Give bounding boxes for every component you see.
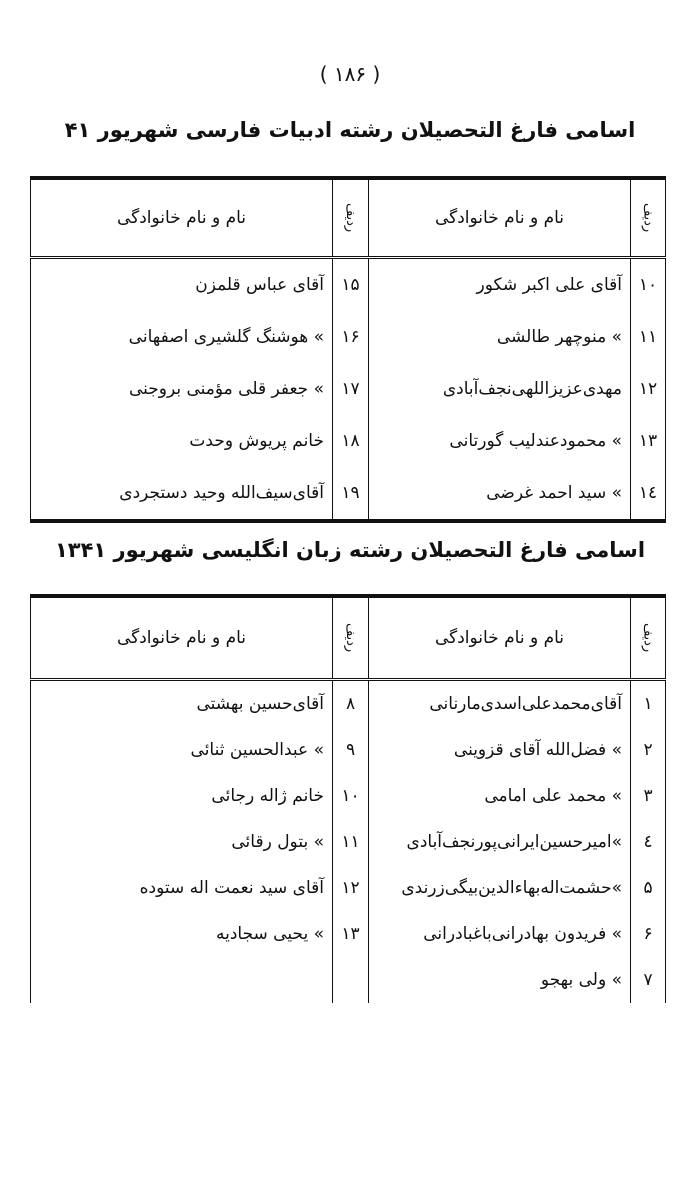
header-name: نام و نام خانوادگی	[368, 598, 630, 678]
row-name: » محمد علی امامی	[368, 773, 630, 819]
row-name: » فریدون بهادرانی‌باغبادرانی	[368, 911, 630, 957]
row-name: آقای‌سیف‌الله وحید دستجردی	[30, 467, 332, 519]
row-name: » منوچهر طالشی	[368, 311, 630, 363]
row-name: مهدی‌عزیزاللهی‌نجف‌آبادی	[368, 363, 630, 415]
row-index: ۱۳	[630, 415, 666, 467]
row-index: ۱٤	[630, 467, 666, 519]
row-index: ۱۰	[630, 259, 666, 311]
table-row	[30, 259, 666, 311]
table-row	[30, 681, 666, 727]
section-title: اسامی فارغ التحصیلان رشته زبان انگلیسی شهریور ۱۳۴۱	[54, 538, 646, 562]
row-index: ۱۸	[332, 415, 368, 467]
row-index: ۹	[332, 727, 368, 773]
header-index: ردیف	[332, 598, 368, 678]
header-name: نام و نام خانوادگی	[368, 180, 630, 256]
row-index: ۵	[630, 865, 666, 911]
row-name: » هوشنگ گلشیری اصفهانی	[30, 311, 332, 363]
row-name: آقای‌محمدعلی‌اسدی‌مارنانی	[368, 681, 630, 727]
row-name: »حشمت‌اله‌بهاءالدین‌بیگی‌زرندی	[368, 865, 630, 911]
row-index: ۱۶	[332, 311, 368, 363]
graduates-table	[30, 594, 666, 1003]
row-name: خانم پریوش وحدت	[30, 415, 332, 467]
row-name: » فضل‌الله آقای قزوینی	[368, 727, 630, 773]
row-name: » سید احمد غرضی	[368, 467, 630, 519]
row-index: ۶	[630, 911, 666, 957]
table-row	[30, 363, 666, 415]
row-index: ۲	[630, 727, 666, 773]
row-name: آقای علی اکبر شکور	[368, 259, 630, 311]
row-name: خانم ژاله رجائی	[30, 773, 332, 819]
header-index: ردیف	[630, 598, 666, 678]
row-index: ۸	[332, 681, 368, 727]
row-name: » بتول رقائی	[30, 819, 332, 865]
header-name: نام و نام خانوادگی	[30, 180, 332, 256]
row-index: ۳	[630, 773, 666, 819]
row-index: ۱	[630, 681, 666, 727]
header-index: ردیف	[630, 180, 666, 256]
row-index: ٤	[630, 819, 666, 865]
row-name: آقای‌حسین بهشتی	[30, 681, 332, 727]
row-name: آقای عباس قلمزن	[30, 259, 332, 311]
row-index: ۱۹	[332, 467, 368, 519]
row-name: » عبدالحسین ثنائی	[30, 727, 332, 773]
table-row	[30, 773, 666, 819]
table-header	[30, 598, 666, 681]
table-row	[30, 819, 666, 865]
table-row	[30, 727, 666, 773]
header-name: نام و نام خانوادگی	[30, 598, 332, 678]
row-index: ۱۰	[332, 773, 368, 819]
row-index: ۱۳	[332, 911, 368, 957]
row-name: » محمودعندلیب گورتانی	[368, 415, 630, 467]
row-index: ۱۲	[332, 865, 368, 911]
row-name: آقای سید نعمت اله ستوده	[30, 865, 332, 911]
row-name: » یحیی سجادیه	[30, 911, 332, 957]
table-row	[30, 311, 666, 363]
table-header	[30, 180, 666, 259]
table-row	[30, 415, 666, 467]
row-name: »امیرحسین‌ایرانی‌پورنجف‌آبادی	[368, 819, 630, 865]
row-name: » جعفر قلی مؤمنی بروجنی	[30, 363, 332, 415]
table-row	[30, 467, 666, 519]
table-row	[30, 865, 666, 911]
header-index: ردیف	[332, 180, 368, 256]
row-index: ۷	[630, 957, 666, 1003]
row-index: ۱۱	[630, 311, 666, 363]
row-index	[332, 957, 368, 1003]
table-rule	[30, 519, 666, 523]
row-index: ۱۵	[332, 259, 368, 311]
row-index: ۱۷	[332, 363, 368, 415]
page-number: ( ۱۸۶ )	[319, 62, 381, 86]
row-name	[30, 957, 332, 1003]
graduates-table	[30, 176, 666, 523]
row-index: ۱۲	[630, 363, 666, 415]
row-index: ۱۱	[332, 819, 368, 865]
table-row	[30, 957, 666, 1003]
table-row	[30, 911, 666, 957]
row-name: » ولی بهجو	[368, 957, 630, 1003]
section-title: اسامی فارغ التحصیلان رشته ادبیات فارسی شهریور ۴۱	[64, 118, 636, 142]
